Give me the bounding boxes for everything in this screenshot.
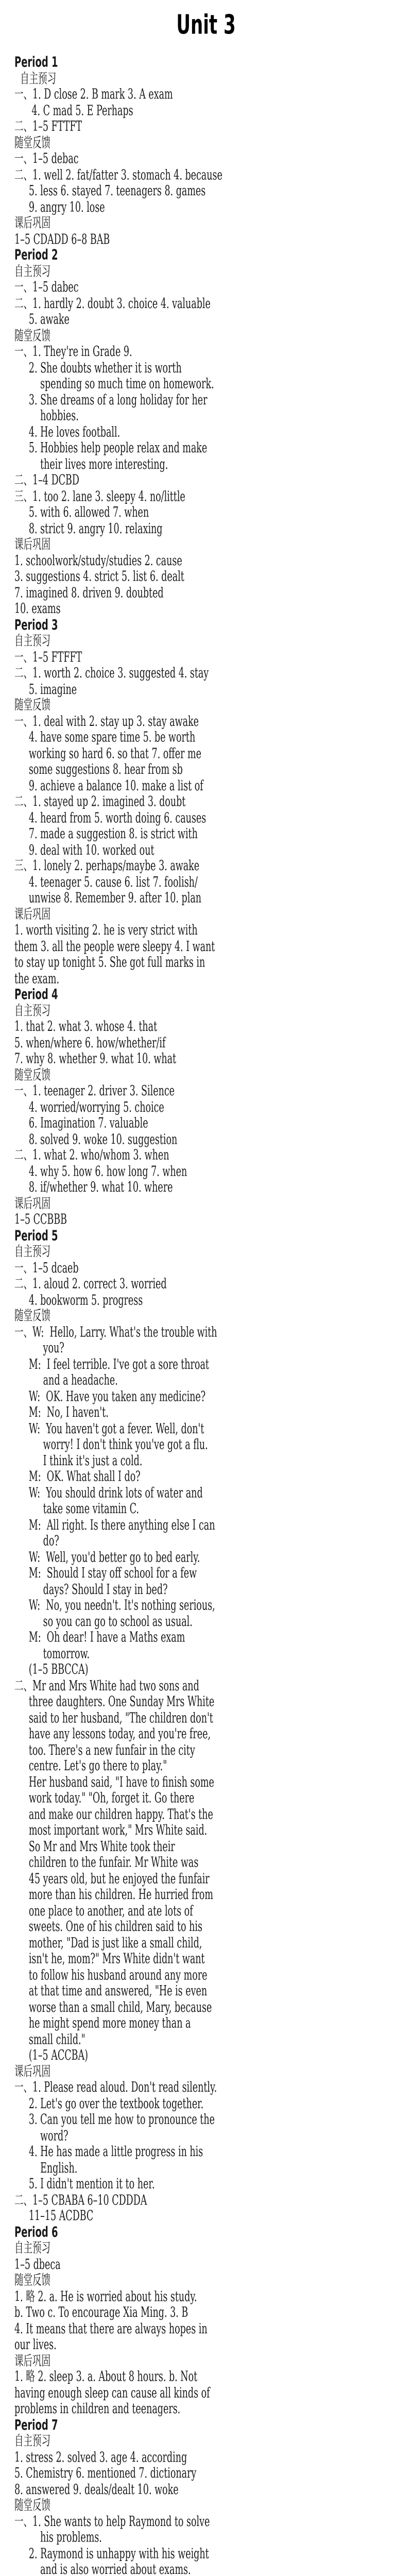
section-label: 自主预习	[14, 2241, 50, 2257]
answer-line: 9. deal with 10. worked out	[14, 842, 154, 858]
answer-line: 一、1–5 dabec	[14, 280, 79, 296]
period-heading: Period 5	[14, 1227, 58, 1244]
answer-line: 9. angry 10. lose	[14, 199, 105, 215]
answer-line: (1–5 BBCCA)	[14, 1662, 89, 1678]
answer-line: mother, "Dad is just like a small child,	[14, 1935, 202, 1951]
answer-line: centre. Let's go there to play."	[14, 1758, 167, 1774]
answer-line: 二、1–4 DCBD	[14, 472, 79, 489]
answer-line: 45 years old, but he enjoyed the funfair	[14, 1871, 210, 1887]
answer-line: tomorrow.	[14, 1646, 90, 1662]
answer-line: 5. Hobbies help people relax and make	[14, 440, 208, 456]
answer-line: 1–5 CDADD 6–8 BAB	[14, 231, 110, 248]
answer-line: 一、1. She wants to help Raymond to solve	[14, 2514, 210, 2530]
answer-line: the exam.	[14, 971, 60, 987]
answer-line: so you can go to school as usual.	[14, 1614, 193, 1630]
answer-line: spending so much time on homework.	[14, 376, 214, 392]
section-label: 随堂反馈	[14, 698, 50, 714]
answer-line: 4. bookworm 5. progress	[14, 1292, 143, 1309]
section-label: 课后巩固	[14, 1196, 50, 1212]
answer-line: 5. imagine	[14, 682, 77, 698]
answer-line: 6. Imagination 7. valuable	[14, 1115, 148, 1131]
period-heading: Period 4	[14, 986, 58, 1003]
answer-line: our lives.	[14, 2337, 57, 2353]
answer-line: M: All right. Is there anything else I can	[14, 1517, 215, 1533]
answer-line: 二、1. worth 2. choice 3. suggested 4. stay	[14, 666, 209, 682]
answer-line: English.	[14, 2160, 78, 2176]
section-label: 随堂反馈	[14, 135, 50, 151]
section-label: 自主预习	[14, 1244, 50, 1260]
answer-line: one place to another, and ate lots of	[14, 1903, 193, 1919]
period-heading: Period 1	[14, 54, 58, 71]
answer-line: to stay up tonight 5. She got full marks in	[14, 955, 205, 971]
answer-line: W: OK. Have you taken any medicine?	[14, 1388, 206, 1405]
answer-line: them 3. all the people were sleepy 4. I want	[14, 939, 215, 955]
answer-line: days? Should I stay in bed?	[14, 1582, 168, 1598]
answer-line: his problems.	[14, 2530, 102, 2546]
answer-line: M: OK. What shall I do?	[14, 1469, 141, 1485]
answer-line: 9. achieve a balance 10. make a list of	[14, 778, 203, 794]
answer-line: 一、1–5 debac	[14, 151, 79, 167]
answer-line: 一、W: Hello, Larry. What's the trouble with	[14, 1325, 217, 1341]
answer-line: W: You should drink lots of water and	[14, 1485, 203, 1501]
answer-line: W: Well, you'd better go to bed early.	[14, 1549, 200, 1566]
answer-line: 3. suggestions 4. strict 5. list 6. dealt	[14, 569, 184, 585]
section-label: 课后巩固	[14, 2353, 50, 2369]
section-label: 课后巩固	[14, 215, 50, 231]
unit-title: Unit 3	[176, 9, 236, 41]
answer-line: 2. She doubts whether it is worth	[14, 360, 182, 376]
answer-line: and is also worried about exams.	[14, 2562, 191, 2576]
answer-line: isn't he, mom?" Mrs White didn't want	[14, 1951, 205, 1968]
answer-line: W: You haven't got a fever. Well, don't	[14, 1421, 204, 1437]
answer-line: and a headache.	[14, 1372, 118, 1389]
answer-line: M: Oh dear! I have a Maths exam	[14, 1630, 185, 1646]
answer-line: do?	[14, 1533, 59, 1550]
answer-line: 三、1. lonely 2. perhaps/maybe 3. awake	[14, 858, 200, 874]
answer-line: 10. exams	[14, 601, 61, 617]
answer-line: problems in children and teenagers.	[14, 2401, 181, 2417]
answer-line: 8. answered 9. deals/dealt 10. woke	[14, 2482, 179, 2498]
answer-line: 1. worth visiting 2. he is very strict with	[14, 923, 198, 939]
answer-line: 一、1. teenager 2. driver 3. Silence	[14, 1083, 175, 1099]
answer-line: 一、1–5 FTFFT	[14, 649, 82, 666]
answer-line: M: No, I haven't.	[14, 1405, 109, 1421]
answer-line: three daughters. One Sunday Mrs White	[14, 1694, 215, 1710]
answer-line: children to the funfair. Mr White was	[14, 1855, 199, 1871]
answer-line: M: I feel terrible. I've got a sore throat	[14, 1357, 209, 1372]
answer-line: 8. solved 9. woke 10. suggestion	[14, 1131, 178, 1148]
section-label: 自主预习	[14, 71, 57, 87]
answer-line: 4. He loves football.	[14, 425, 121, 440]
answer-line: some suggestions 8. hear from sb	[14, 762, 183, 778]
answer-line: 二、1. aloud 2. correct 3. worried	[14, 1276, 167, 1292]
answer-line: 1. stress 2. solved 3. age 4. according	[14, 2449, 187, 2466]
answer-line: take some vitamin C.	[14, 1501, 139, 1517]
answer-line: 4. why 5. how 6. how long 7. when	[14, 1164, 187, 1180]
answer-line: 二、1–5 CBABA 6–10 CDDDA	[14, 2192, 147, 2209]
answer-line: 二、Mr and Mrs White had two sons and	[14, 1678, 199, 1694]
answer-line: 5. I didn't mention it to her.	[14, 2176, 155, 2192]
section-label: 随堂反馈	[14, 2273, 50, 2289]
section-label: 自主预习	[14, 264, 50, 280]
section-label: 自主预习	[14, 2433, 50, 2450]
answer-line: 4. have some spare time 5. be worth	[14, 730, 196, 746]
period-heading: Period 6	[14, 2224, 58, 2241]
answer-line: 5. with 6. allowed 7. when	[14, 505, 149, 521]
answer-line: more than his children. He hurried from	[14, 1887, 213, 1903]
answer-line: word?	[14, 2128, 68, 2144]
answer-line: most important work," Mrs White said.	[14, 1823, 208, 1839]
answer-line: and make our children happy. That's the	[14, 1806, 213, 1823]
answer-line: I think it's just a cold.	[14, 1453, 143, 1469]
section-label: 课后巩固	[14, 906, 50, 923]
answer-line: 7. made a suggestion 8. is strict with	[14, 826, 198, 842]
answer-line: 一、1. Please read aloud. Don't read silently.	[14, 2080, 217, 2096]
answer-line: 11–15 ACDBC	[14, 2208, 94, 2225]
answer-line: 一、1. D close 2. B mark 3. A exam	[14, 87, 173, 103]
answer-line: having enough sleep can cause all kinds of	[14, 2385, 210, 2401]
answer-line: 1. that 2. what 3. whose 4. that	[14, 1019, 158, 1035]
period-heading: Period 7	[14, 2416, 58, 2433]
answer-line: 8. strict 9. angry 10. relaxing	[14, 521, 163, 537]
answer-line: 一、1. deal with 2. stay up 3. stay awake	[14, 714, 199, 730]
answer-line: 1. 略 2. sleep 3. a. About 8 hours. b. Not	[14, 2369, 198, 2385]
answer-line: their lives more interesting.	[14, 456, 168, 472]
answer-line: worse than a small child, Mary, because	[14, 1999, 212, 2015]
answer-line: worry! I don't think you've got a flu.	[14, 1437, 208, 1453]
answer-line: 1–5 CCBBB	[14, 1212, 67, 1228]
answer-line: 4. C mad 5. E Perhaps	[14, 103, 133, 119]
answer-line: unwise 8. Remember 9. after 10. plan	[14, 890, 202, 907]
section-label: 随堂反馈	[14, 328, 50, 344]
answer-line: 二、1. hardly 2. doubt 3. choice 4. valuable	[14, 296, 211, 312]
period-heading: Period 2	[14, 247, 58, 264]
answer-line: Her husband said, "I have to finish some	[14, 1774, 214, 1791]
answer-line: 4. teenager 5. cause 6. list 7. foolish/	[14, 874, 198, 891]
answer-line: he might spend more money than a	[14, 2015, 191, 2031]
answer-line: (1–5 ACCBA)	[14, 2047, 88, 2064]
answer-line: 4. It means that there are always hopes in	[14, 2321, 208, 2337]
answer-line: b. Two c. To encourage Xia Ming. 3. B	[14, 2305, 188, 2321]
answer-line: you?	[14, 1341, 64, 1357]
answer-line: said to her husband, "The children don't	[14, 1710, 213, 1726]
answer-line: 一、1. They're in Grade 9.	[14, 344, 132, 360]
answer-line: W: No, you needn't. It's nothing serious,	[14, 1598, 215, 1614]
answer-line: 3. Can you tell me how to pronounce the	[14, 2112, 215, 2128]
answer-line: 4. worried/worrying 5. choice	[14, 1099, 164, 1115]
answer-line: hobbies.	[14, 408, 79, 425]
answer-line: 二、1. well 2. fat/fatter 3. stomach 4. because	[14, 167, 222, 183]
answer-line: 4. heard from 5. worth doing 6. causes	[14, 810, 207, 826]
answer-line: 1. schoolwork/study/studies 2. cause	[14, 553, 182, 569]
answer-line: 1. 略 2. a. He is worried about his study.	[14, 2289, 197, 2305]
answer-line: at that time and answered, "He is even	[14, 1984, 208, 1999]
section-label: 随堂反馈	[14, 2498, 50, 2514]
answer-line: 2. Let's go over the textbook together.	[14, 2096, 204, 2112]
answer-line: 二、1. stayed up 2. imagined 3. doubt	[14, 794, 186, 810]
answer-line: 5. Chemistry 6. mentioned 7. dictionary	[14, 2466, 197, 2482]
answer-line: 3. She dreams of a long holiday for her	[14, 392, 208, 409]
answer-line: to follow his husband around any more	[14, 1967, 208, 1984]
section-label: 自主预习	[14, 633, 50, 650]
period-heading: Period 3	[14, 616, 58, 633]
answer-line: 二、1–5 FTTFT	[14, 119, 82, 135]
section-label: 课后巩固	[14, 537, 50, 553]
section-label: 自主预习	[14, 1003, 50, 1019]
answer-line: 5. when/where 6. how/whether/if	[14, 1035, 166, 1051]
answer-line: So Mr and Mrs White took their	[14, 1839, 175, 1855]
answer-line: 8. if/whether 9. what 10. where	[14, 1180, 173, 1196]
section-label: 随堂反馈	[14, 1067, 50, 1083]
answer-line: 4. He has made a little progress in his	[14, 2144, 203, 2160]
section-label: 随堂反馈	[14, 1308, 50, 1325]
answer-line: too. There's a new funfair in the city	[14, 1742, 195, 1758]
section-label: 课后巩固	[14, 2064, 50, 2080]
answer-line: 7. why 8. whether 9. what 10. what	[14, 1051, 177, 1067]
answer-line: 三、1. too 2. lane 3. sleepy 4. no/little	[14, 488, 185, 505]
answer-line: 7. imagined 8. driven 9. doubted	[14, 585, 164, 601]
answer-line: 1–5 dbeca	[14, 2257, 61, 2273]
answer-line: 2. Raymond is unhappy with his weight	[14, 2546, 209, 2562]
answer-line: have any lessons today, and you're free,	[14, 1726, 211, 1742]
answer-line: 5. awake	[14, 312, 70, 328]
answer-line: working so hard 6. so that 7. offer me	[14, 745, 201, 762]
answer-line: 5. less 6. stayed 7. teenagers 8. games	[14, 183, 206, 199]
answer-key-body	[14, 55, 396, 2576]
answer-line: work today." "Oh, forget it. Go there	[14, 1790, 195, 1807]
answer-line: sweets. One of his children said to his	[14, 1919, 202, 1935]
answer-line: small child."	[14, 2031, 85, 2048]
answer-line: 二、1. what 2. who/whom 3. when	[14, 1147, 169, 1164]
answer-line: M: Should I stay off school for a few	[14, 1566, 197, 1582]
answer-line: 一、1–5 dcaeb	[14, 1260, 79, 1276]
